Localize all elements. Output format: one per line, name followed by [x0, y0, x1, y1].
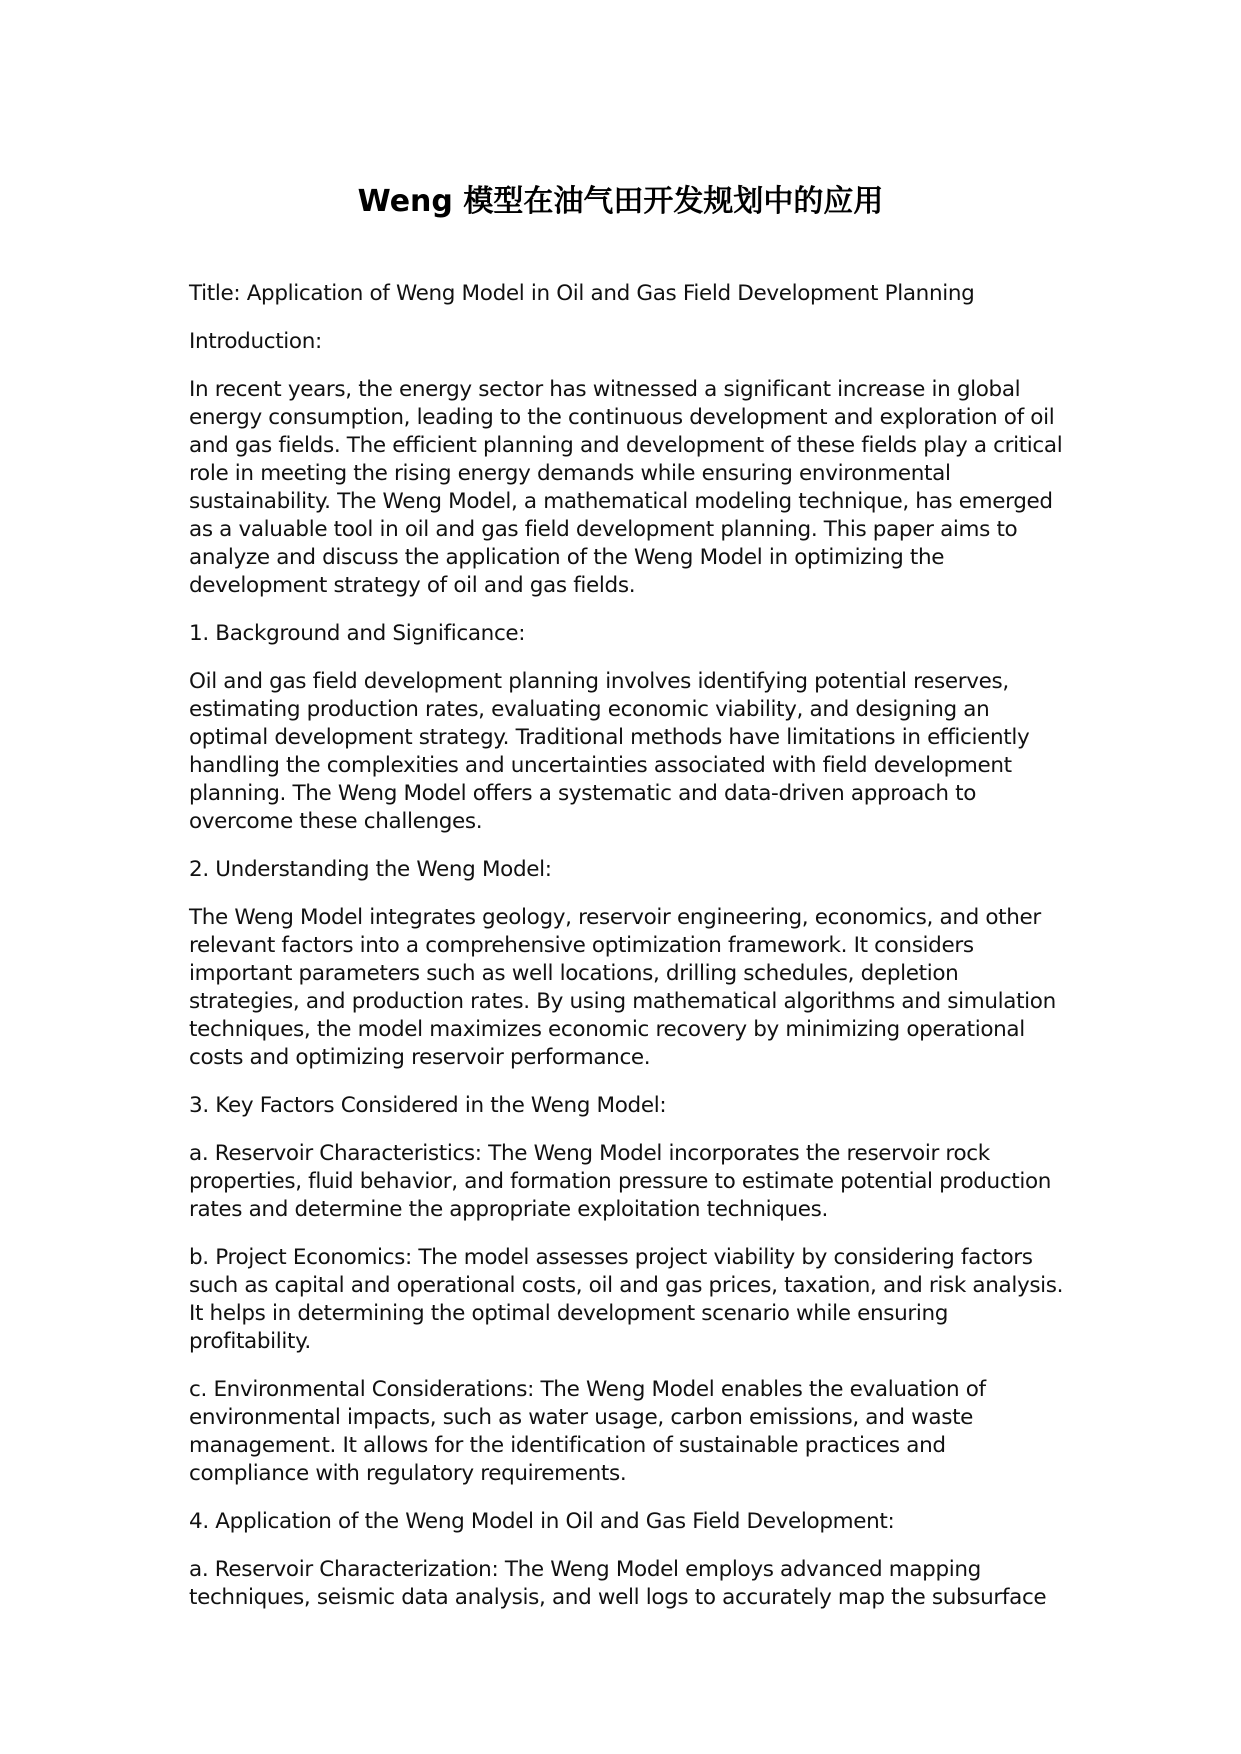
section-heading: 4. Application of the Weng Model in Oil and Gas Field Development: [189, 1509, 895, 1534]
section-heading: Introduction: [189, 329, 322, 354]
body-paragraph: b. Project Economics: The model assesses project viability by considering factors such as capital and operational costs, oil and gas prices, taxation, and risk analysis. It helps in determining the optimal development scenario while ensuring profitability. [189, 1245, 1064, 1354]
body-paragraph: Oil and gas field development planning involves identifying potential reserves, estimating production rates, evaluating economic viability, and designing an optimal development strategy. Traditional methods have limitations in efficiently handling the complexities and uncertainties associated with field development planning. The Weng Model offers a systematic and data-driven approach to overcome these challenges. [189, 669, 1030, 834]
section-heading: 2. Understanding the Weng Model: [189, 857, 552, 882]
body-paragraph: a. Reservoir Characterization: The Weng Model employs advanced mapping techniques, seismic data analysis, and well logs to accurately map the subsurface [189, 1557, 1047, 1610]
body-paragraph: c. Environmental Considerations: The Weng Model enables the evaluation of environmental impacts, such as water usage, carbon emissions, and waste management. It allows for the identification of sustainable practices and compliance with regulatory requirements. [189, 1377, 986, 1486]
section-heading: 1. Background and Significance: [189, 621, 526, 646]
document-title: Weng 模型在油气田开发规划中的应用 [357, 184, 884, 219]
body-paragraph: a. Reservoir Characteristics: The Weng Model incorporates the reservoir rock properties, fluid behavior, and formation pressure to estimate potential production rates and determine the appropriate exploitation techniques. [189, 1141, 1052, 1222]
section-heading: 3. Key Factors Considered in the Weng Model: [189, 1093, 667, 1118]
title-line: Title: Application of Weng Model in Oil and Gas Field Development Planning [189, 281, 975, 306]
body-paragraph: In recent years, the energy sector has witnessed a significant increase in global energy consumption, leading to the continuous development and exploration of oil and gas fields. The efficient planning and development of these fields play a critical role in meeting the rising energy demands while ensuring environmental sustainability. The Weng Model, a mathematical modeling technique, has emerged as a valuable tool in oil and gas field development planning. This paper aims to analyze and discuss the application of the Weng Model in optimizing the development strategy of oil and gas fields. [189, 377, 1063, 598]
document-body [189, 280, 1069, 1632]
body-paragraph: The Weng Model integrates geology, reservoir engineering, economics, and other relevant factors into a comprehensive optimization framework. It considers important parameters such as well locations, drilling schedules, depletion strategies, and production rates. By using mathematical algorithms and simulation techniques, the model maximizes economic recovery by minimizing operational costs and optimizing reservoir performance. [189, 905, 1056, 1070]
